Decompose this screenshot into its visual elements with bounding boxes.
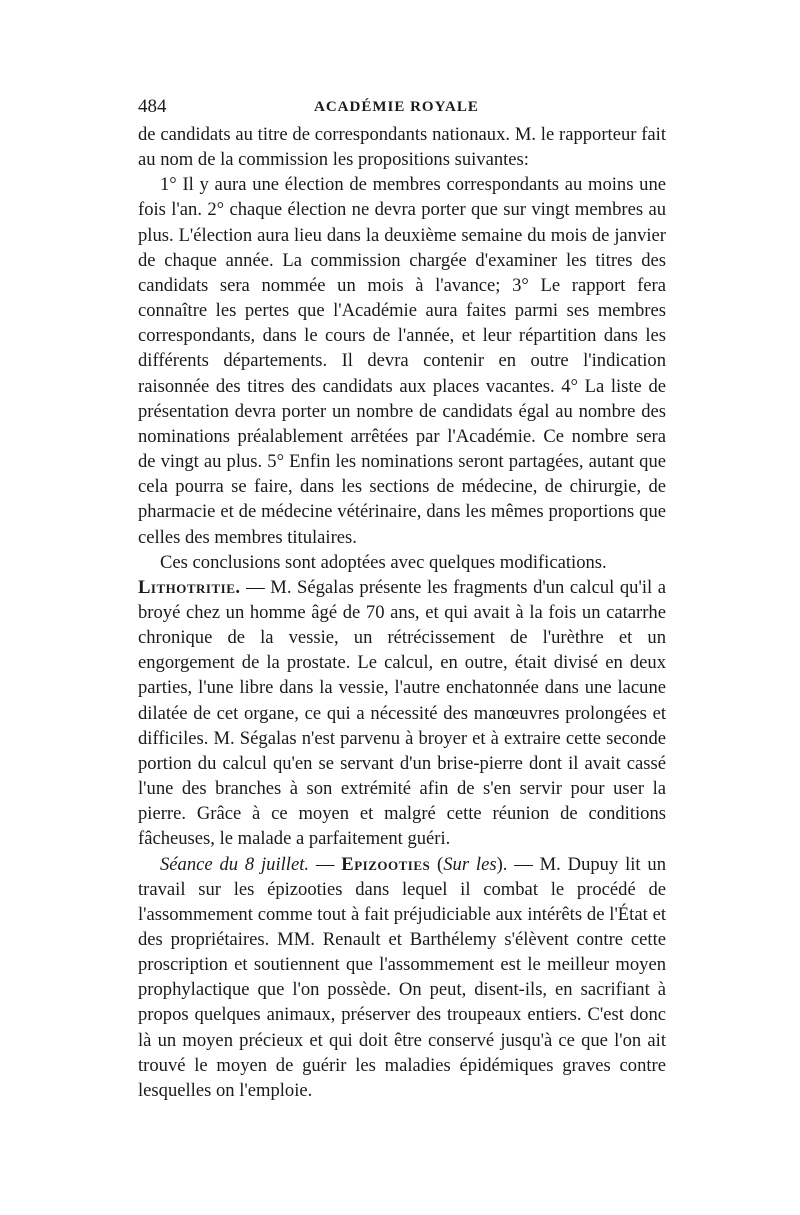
subheading-open: (: [430, 853, 444, 875]
subheading: Sur les: [443, 853, 497, 875]
paragraph-text: de candidats au titre de correspondants nationaux. M. le rapporteur fait au nom de la commission les propositions suivantes:: [138, 124, 666, 171]
page-header: [138, 92, 666, 122]
paragraph-text: — M. Dupuy lit un travail sur les épizooties dans lequel il combat le procédé de l'assommement comme tout à fait préjudiciable aux intérêts de l'État et des propriétaires. MM. Renault et Barthélemy s'élèvent contre cette proscription et soutiennent que l'assommement est le meilleur moyen prophylactique que l'on possède. On peut, disent-ils, en sacrifiant à propos quelques animaux, préserver des troupeaux entiers. C'est donc là un moyen précieux et qui doit être conservé jusqu'à ce que l'on ait trouvé le moyen de guérir les maladies épidémiques graves contre lesquelles on l'emploie.: [138, 853, 667, 1101]
page-number: 484: [138, 96, 167, 117]
session-date: Séance du 8 juillet.: [160, 853, 310, 875]
paragraph-proposals: [138, 172, 666, 549]
paragraph-text: 1° Il y aura une élection de membres correspondants au moins une fois l'an. 2° chaque élection ne devra porter que sur vingt membres au plus. L'élection aura lieu dans la deuxième semaine du mois de janvier de chaque année. La commission chargée d'examiner les titres des candidats sera nommée un mois à l'avance; 3° Le rapport fera connaître les pertes que l'Académie aura faites parmi ses membres correspondants, dans le cours de l'année, et leur répartition dans les différents départements. Il devra contenir en outre l'indication raisonnée des titres des candidats aux places vacantes. 4° La liste de présentation devra porter un nombre de candidats égal au nombre des nominations préalablement arrêtées par l'Académie. Ce nombre sera de vingt au plus. 5° Enfin les nominations seront partagées, autant que cela pourra se faire, dans les sections de médecine, de chirurgie, de pharmacie et de médecine vétérinaire, dans les mêmes proportions que celles des membres titulaires.: [138, 174, 666, 548]
paragraph-lithotritie: [138, 575, 666, 852]
paragraph-text: Ces conclusions sont adoptées avec quelques modifications.: [160, 551, 607, 573]
subheading-close: ).: [496, 853, 508, 875]
paragraph-continuation: [138, 122, 666, 172]
section-heading: Epizooties: [341, 853, 431, 875]
paragraph-conclusions: [138, 550, 666, 575]
body-text: [138, 122, 666, 1103]
paragraph-epizooties: [138, 852, 666, 1104]
separator-dash: —: [309, 853, 342, 875]
book-page: [138, 92, 666, 1103]
paragraph-text: — M. Ségalas présente les fragments d'un calcul qu'il a broyé chez un homme âgé de 70 ans, et qui avait à la fois un catarrhe chronique de la vessie, un rétrécissement de l'urèthre et un engorgement de la prostate. Le calcul, en outre, était divisé en deux parties, l'une libre dans la vessie, l'autre enchatonnée dans une lacune dilatée de cet organe, ce qui a nécessité des manœuvres prolongées et difficiles. M. Ségalas n'est parvenu à broyer et à extraire cette seconde portion du calcul qu'en se servant d'un brise-pierre dont il avait cassé l'une des branches à son extrémité afin de s'en servir pour user la pierre. Grâce à ce moyen et malgré cette réunion de conditions fâcheuses, le malade a parfaitement guéri.: [138, 576, 666, 850]
running-title: ACADÉMIE ROYALE: [314, 99, 479, 115]
section-heading: Lithotritie.: [138, 576, 241, 598]
